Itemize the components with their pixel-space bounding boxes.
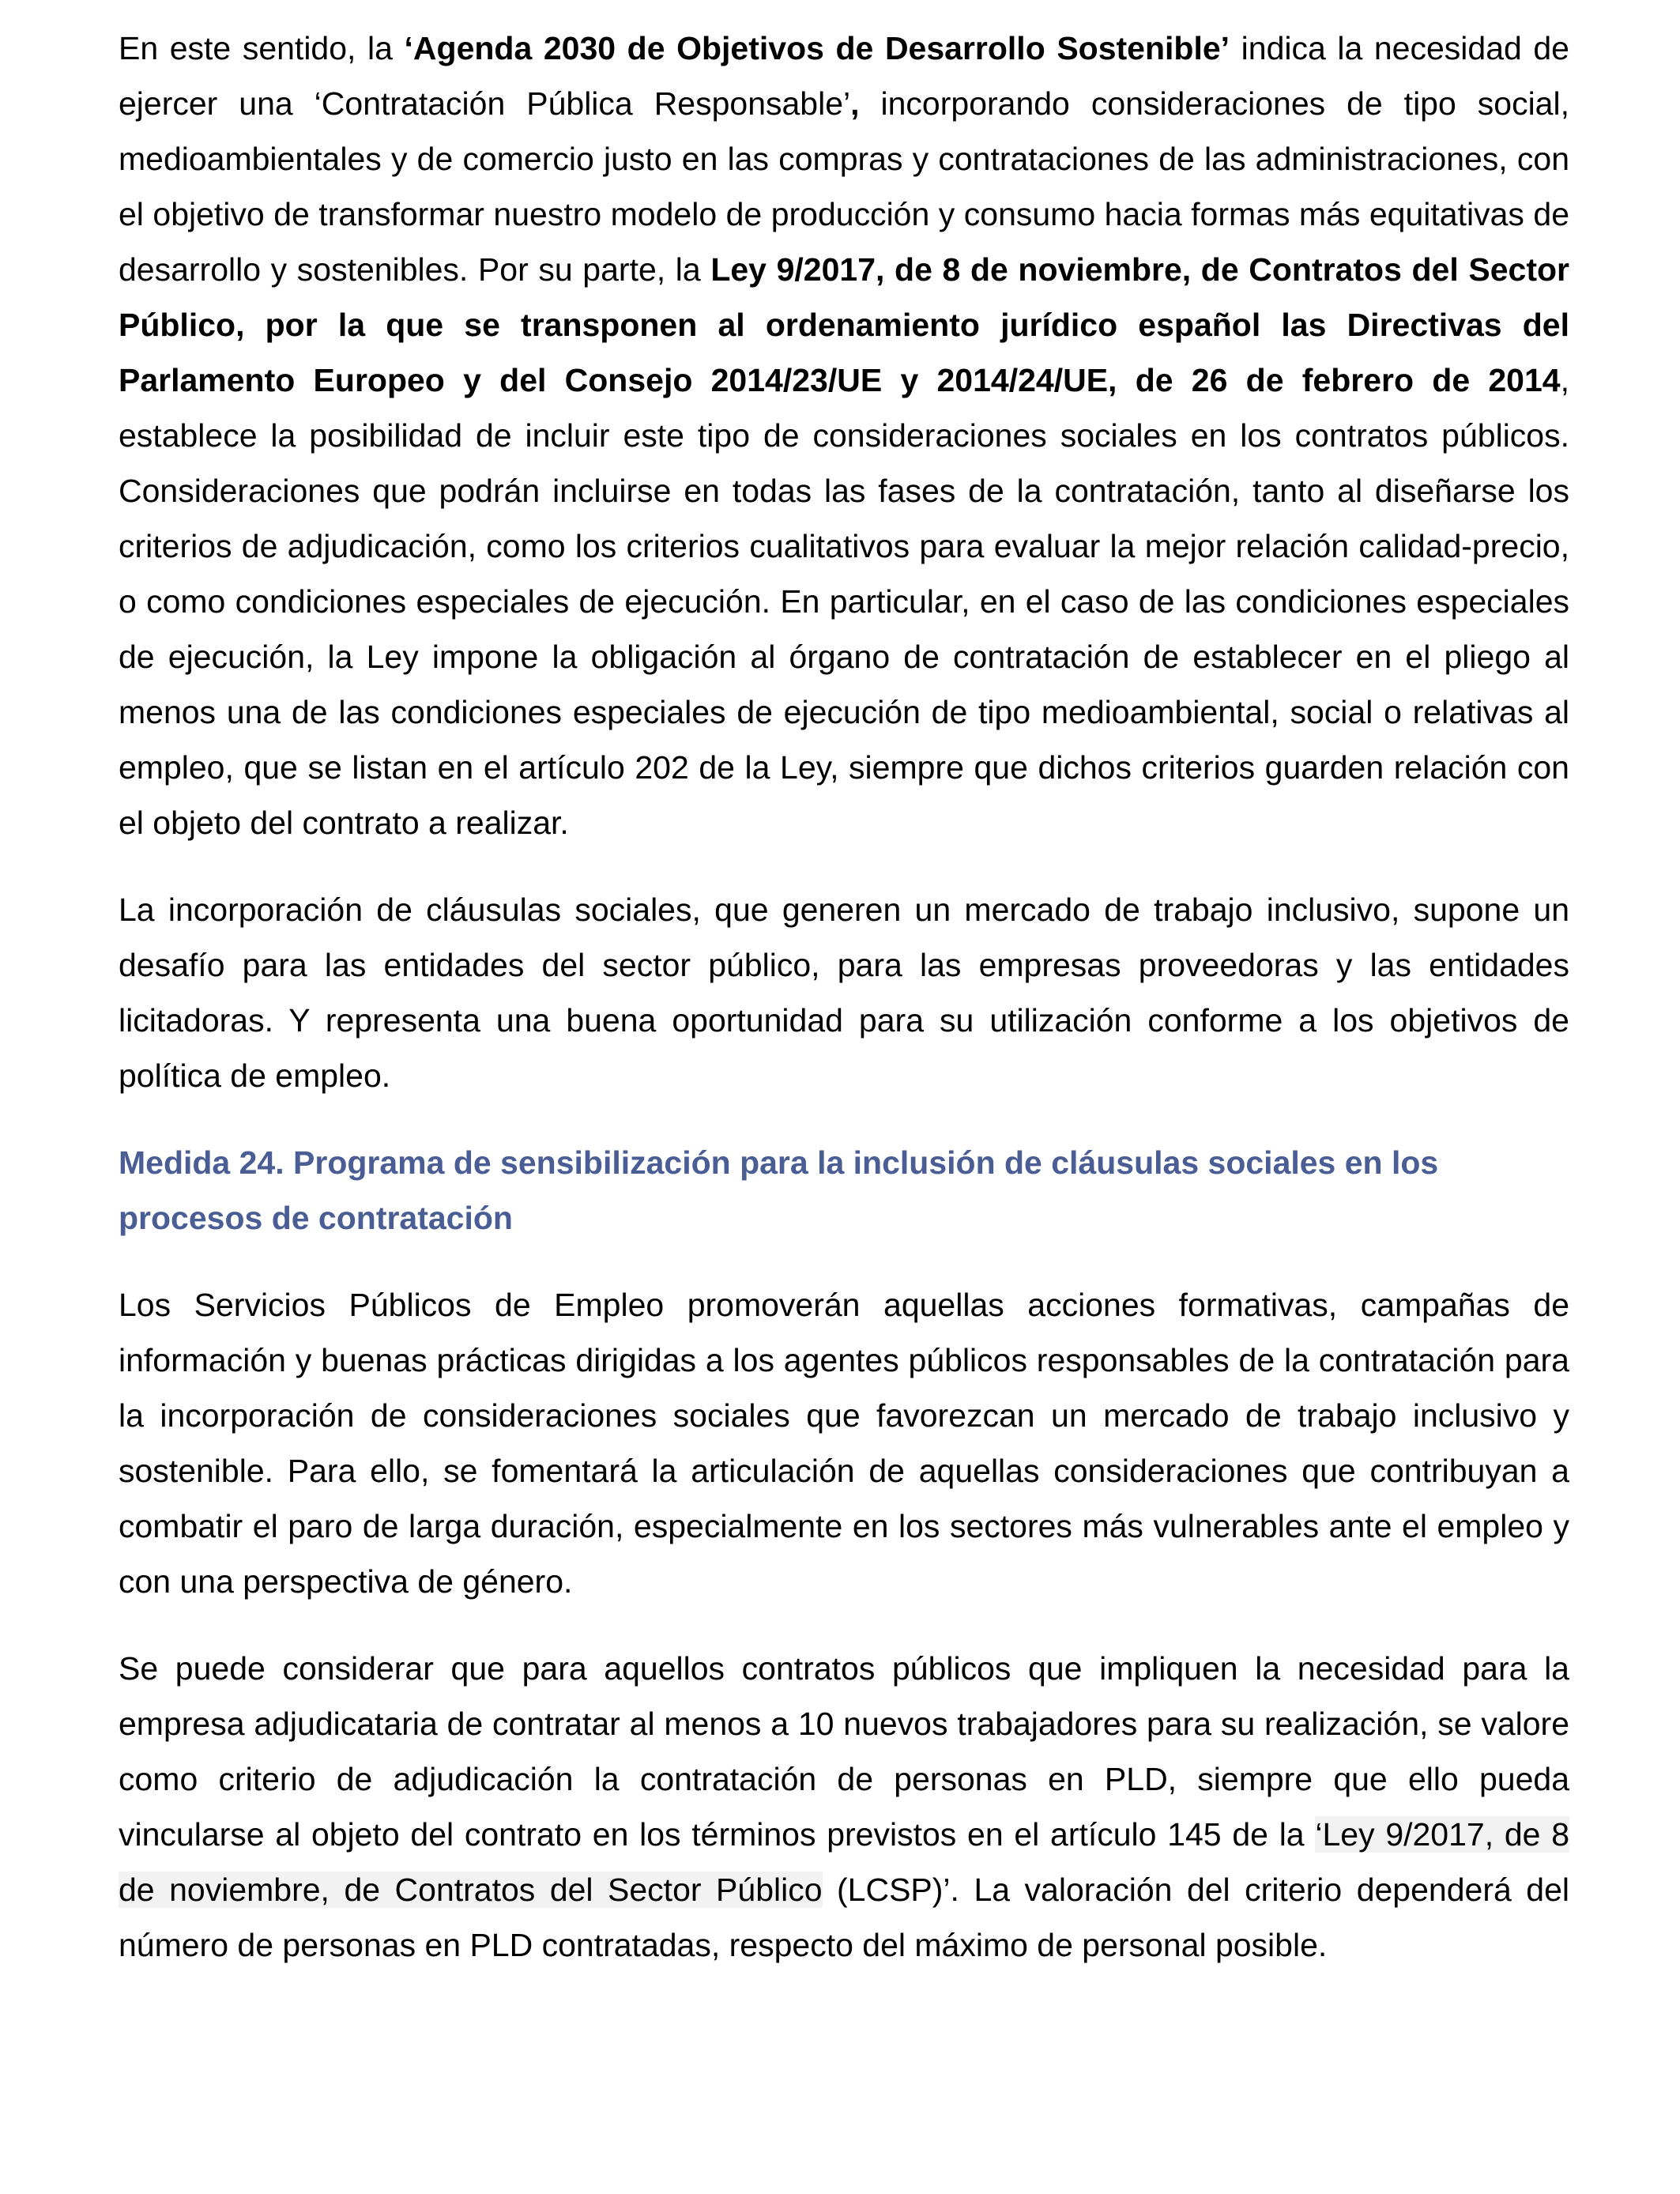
paragraph (119, 882, 1569, 1103)
text-run: ‘Agenda 2030 de Objetivos de Desarrollo Sostenible’ (404, 30, 1230, 66)
text-run: La incorporación de cláusulas sociales, que generen un mercado de trabajo inclusivo, supone un desafío para las entidades del sector público, para las empresas proveedoras y las entidades licitadoras. Y representa una buena oportunidad para su utilización conforme a los objetivos de política de empleo. (119, 892, 1569, 1094)
text-run: indica la necesidad de ejercer una ‘Contratación Pública Responsable’ (119, 30, 1569, 122)
text-run: Se puede considerar que para aquellos contratos públicos que impliquen la necesidad para la empresa adjudicataria de contratar al menos a 10 nuevos trabajadores para su realización, se valore como criterio de adjudicación la contratación de personas en PLD, siempre que ello pueda vincularse al objeto del contrato en los términos previstos en el artículo 145 de la (119, 1650, 1569, 1853)
paragraph (119, 21, 1569, 850)
paragraph (119, 1277, 1569, 1609)
document-body (119, 21, 1569, 1973)
text-run: , establece la posibilidad de incluir este tipo de consideraciones sociales en los contratos públicos. Consideraciones que podrán incluirse en todas las fases de la contratación, tanto al diseñarse los criterios de adjudicación, como los criterios cualitativos para evaluar la mejor relación calidad-precio, o como condiciones especiales de ejecución. En particular, en el caso de las condiciones especiales de ejecución, la Ley impone la obligación al órgano de contratación de establecer en el pliego al menos una de las condiciones especiales de ejecución de tipo medioambiental, social o relativas al empleo, que se listan en el artículo 202 de la Ley, siempre que dichos criterios guarden relación con el objeto del contrato a realizar. (119, 362, 1569, 841)
text-run: Los Servicios Públicos de Empleo promoverán aquellas acciones formativas, campañas de información y buenas prácticas dirigidas a los agentes públicos responsables de la contratación para la incorporación de consideraciones sociales que favorezcan un mercado de trabajo inclusivo y sostenible. Para ello, se fomentará la articulación de aquellas consideraciones que contribuyan a combatir el paro de larga duración, especialmente en los sectores más vulnerables ante el empleo y con una perspectiva de género. (119, 1287, 1569, 1600)
text-run: (LCSP)’. La valoración del criterio dependerá del número de personas en PLD contratadas, respecto del máximo de personal posible. (119, 1872, 1569, 1963)
text-run: incorporando consideraciones de tipo social, medioambientales y de comercio justo en las compras y contrataciones de las administraciones, con el objetivo de transformar nuestro modelo de producción y consumo hacia formas más equitativas de desarrollo y sostenibles. Por su parte, la (119, 85, 1569, 288)
highlighted-text: ‘Ley 9/2017, de 8 de noviembre, de Contratos del Sector Público (119, 1816, 1569, 1908)
text-run: , (850, 85, 860, 122)
text-run: Ley 9/2017, de 8 de noviembre, de Contratos del Sector Público, por la que se transponen al ordenamiento jurídico español las Directivas del Parlamento Europeo y del Consejo 2014/23/UE y 2014/24/UE, de 26 de febrero de 2014 (119, 251, 1569, 398)
text-run: En este sentido, la (119, 30, 405, 66)
paragraph (119, 1641, 1569, 1973)
section-heading (119, 1135, 1569, 1246)
text-run: Medida 24. Programa de sensibilización para la inclusión de cláusulas sociales en los procesos de contratación (119, 1144, 1439, 1236)
